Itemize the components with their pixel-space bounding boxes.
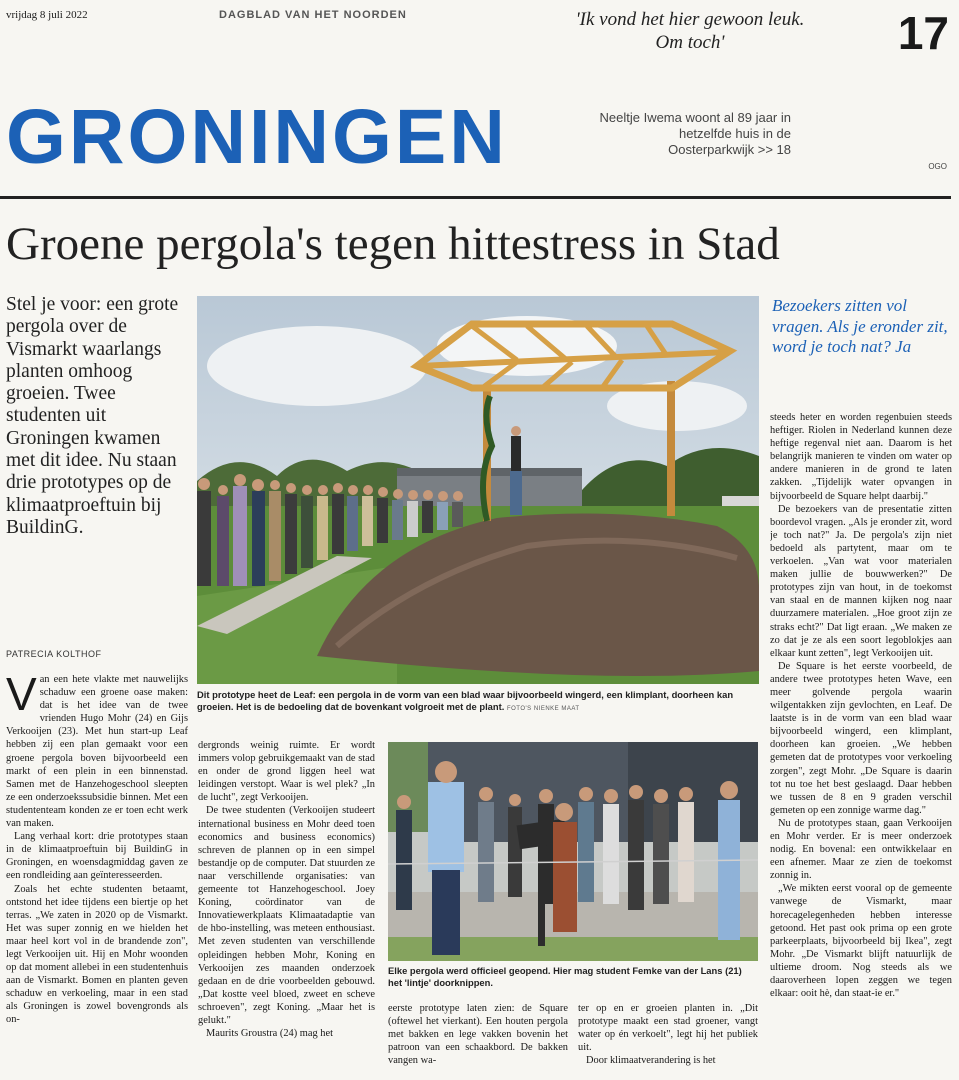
drop-cap: V (6, 673, 37, 720)
ribbon-photo-image (388, 742, 758, 961)
photo-leaf-pergola (197, 296, 759, 684)
article-headline: Groene pergola's tegen hittestress in Stad (6, 218, 780, 270)
teaser-quote: 'Ik vond het hier gewoon leuk. Om toch' (575, 9, 805, 53)
byline: PATRECIA KOLTHOF (6, 649, 102, 659)
body-column-3 (388, 1002, 568, 1080)
section-tag: OGO (928, 162, 947, 171)
body-paragraph: De bezoekers van de presentatie zitten boordevol vragen. „Als je eronder zit, word je toch nat?" Ja. De pergola's zijn niet bedoeld als partytent, maar om te verkoelen. „Van wat voor materialen maken jullie de bouwwerken?" De prototypes zijn van hout, in de toekomst van staal en de mannen kijken nog naar duurzamere materialen. „Hoe groot zijn ze straks echt?" Dat ligt eraan. „We maken ze zo dat je ze als een soort legoblokjes aan elkaar kunt zetten", legt Verkooijen uit. (770, 503, 952, 659)
body-paragraph: „We mikten eerst vooral op de gemeente vanwege de Vismarkt, maar horecagelegenheden hebben interesse getoond. Het past ook prima op een grote parkeerplaats, bijvoorbeeld bij Ikea", zegt Mohr. „De Vismarkt blijft natuurlijk de ultieme droom. Nog steeds als we daaroverheen lopen zeggen we tegen elkaar: ooit hè, dan staat-ie er." (770, 883, 952, 1000)
teaser-text: Neeltje Iwema woont al 89 jaar in hetzelfde huis in de Oosterparkwijk >> 18 (599, 110, 791, 157)
page-number: 17 (897, 7, 949, 59)
body-paragraph: ter op en er groeien planten in. „Dit prototype maakt een stad groener, vangt water op én verkoelt", legt hij het publiek uit. (578, 1003, 758, 1054)
newspaper-logo: DAGBLAD VAN HET NOORDEN (219, 9, 407, 21)
body-paragraph: De Square is het eerste voorbeeld, de andere twee prototypes heten Wave, een meer golvende pergola waarin wilgentakken zijn gevlochten, en Leaf. De laatste is in de vorm van een blad waar bijvoorbeeld wingerd, een klimplant, doorheen kan groeien. „We hebben gemeten dat de prototypes voor verkoeling zorgen", zegt Mohr. „De Square is daarin tot nu toe het best geslaagd. Daar hebben we tussen de 8 en 9 graden verschil gemeten op een zonnige warme dag." (770, 660, 952, 816)
body-paragraph: De twee studenten (Verkooijen studeert international business en Mohr deed toen economics and business economics) schreven de plannen op in een simpel bestandje op de computer. Dat stuurden ze naar verschillende organisaties: van gemeente tot Hanzehogeschool. Joey Koning, coördinator van de Innovatiewerkplaats Klimaatadaptie van de hbo-instelling, was meteen enthousiast. Met zeven studenten van verschillende opleidingen hebben Mohr, Koning en Verkooijen zes maanden onderzoek gedaan en de drie voorbeelden gebouwd. „Dat kostte veel bloed, zweet en scheve schroeven", zegt Koning. „Maar het is gelukt." (198, 805, 375, 1026)
body-column-right (770, 411, 952, 1080)
body-paragraph: eerste prototype laten zien: de Square (oftewel het vierkant). Een houten pergola met bakken en lege vakken bovenin het patroon van een schaakbord. De bakken vangen wa- (388, 1003, 568, 1067)
body-paragraph: Zoals het echte studenten betaamt, ontstond het idee tijdens een biertje op het terras. „We zaten in 2020 op de Vismarkt. Het was super zonnig en we hielden het maar heel kort vol in de brandende zon", legt Verkooijen uit. Hij en Mohr woonden op dat moment allebei in een studentenhuis aan de Vismarkt. Bomen en planten geven schaduw en verkoeling, maar in een stad als Groningen is zowel bovengronds als on- (6, 883, 188, 1026)
photo-credit: FOTO'S NIENKE MAAT (506, 706, 580, 712)
body-paragraph: steeds heter en worden regenbuien steeds heftiger. Riolen in Nederland kunnen deze heftige regenval niet aan. Daarom is het belangrijk manieren te vinden om water op andere manieren in de grond te laten zakken. „Tijdelijk water opvangen in bijvoorbeeld de Square helpt daarbij." (770, 412, 952, 502)
photo2-caption: Elke pergola werd officieel geopend. Hier mag student Femke van der Lans (21) het 'lintje' doorknippen. (388, 965, 742, 988)
header-divider (0, 196, 951, 199)
body-paragraph: Van een hete vlakte met nauwelijks schaduw een groene oase maken: dat is het idee van de twee vrienden Hugo Mohr (24) en Gijs Verkooijen (23). Met hun start-up Leaf hebben zij een plan gemaakt voor een groene pergola boven bijvoorbeeld een markt of een plein in een binnenstad. Samen met de Hanzehogeschool sleepten ze een onderzoekssubsidie binnen. Met een studententeam konden ze er toen echt werk van maken. (6, 673, 188, 830)
photo1-caption (197, 689, 759, 715)
photo-ribbon-cutting (388, 742, 758, 961)
body-paragraph: dergronds weinig ruimte. Er wordt immers volop gebruikgemaakt van de stad en onder de grond liggen heel wat leidingen verstopt. Waar is wel plek? „In de lucht", zegt Verkooijen. (198, 740, 375, 804)
pergola-photo-image (197, 296, 759, 684)
body-paragraph: Lang verhaal kort: drie prototypes staan in de klimaatproeftuin bij BuildinG in Groningen, en woensdagmiddag gaven ze een rondleiding aan geïnteresseerden. (6, 831, 188, 882)
body-column-2 (198, 739, 375, 1080)
body-paragraph: Door klimaatverandering is het (586, 1055, 716, 1067)
pull-quote: Bezoekers zitten vol vragen. Als je eronder zit, word je toch nat? Ja (772, 296, 948, 356)
photo1-caption-text: Dit prototype heet de Leaf: een pergola in de vorm van een blad waar bijvoorbeeld wingerd, een klimplant, doorheen kan groeien. Het is de bedoeling dat de bovenkant volgroeit met de plant. (197, 689, 734, 712)
body-paragraph: Nu de prototypes staan, gaan Verkooijen en Mohr verder. Er is meer onderzoek nodig. En bovenal: een ontwikkelaar en een afnemer. Maar ze zien de toekomst zonnig in. (770, 817, 952, 882)
edition-date: vrijdag 8 juli 2022 (6, 9, 88, 21)
article-intro: Stel je voor: een grote pergola over de Vismarkt waarlangs planten omhoog groeien. Twee studenten uit Groningen kwamen met dit idee. Nu staan drie prototypes op de klimaatproeftuin bij BuildinG. (6, 294, 179, 538)
body-column-1 (6, 673, 188, 1080)
body-column-4 (578, 1002, 758, 1080)
section-title: GRONINGEN (6, 94, 508, 180)
body-paragraph: Maurits Groustra (24) mag het (206, 1028, 333, 1040)
